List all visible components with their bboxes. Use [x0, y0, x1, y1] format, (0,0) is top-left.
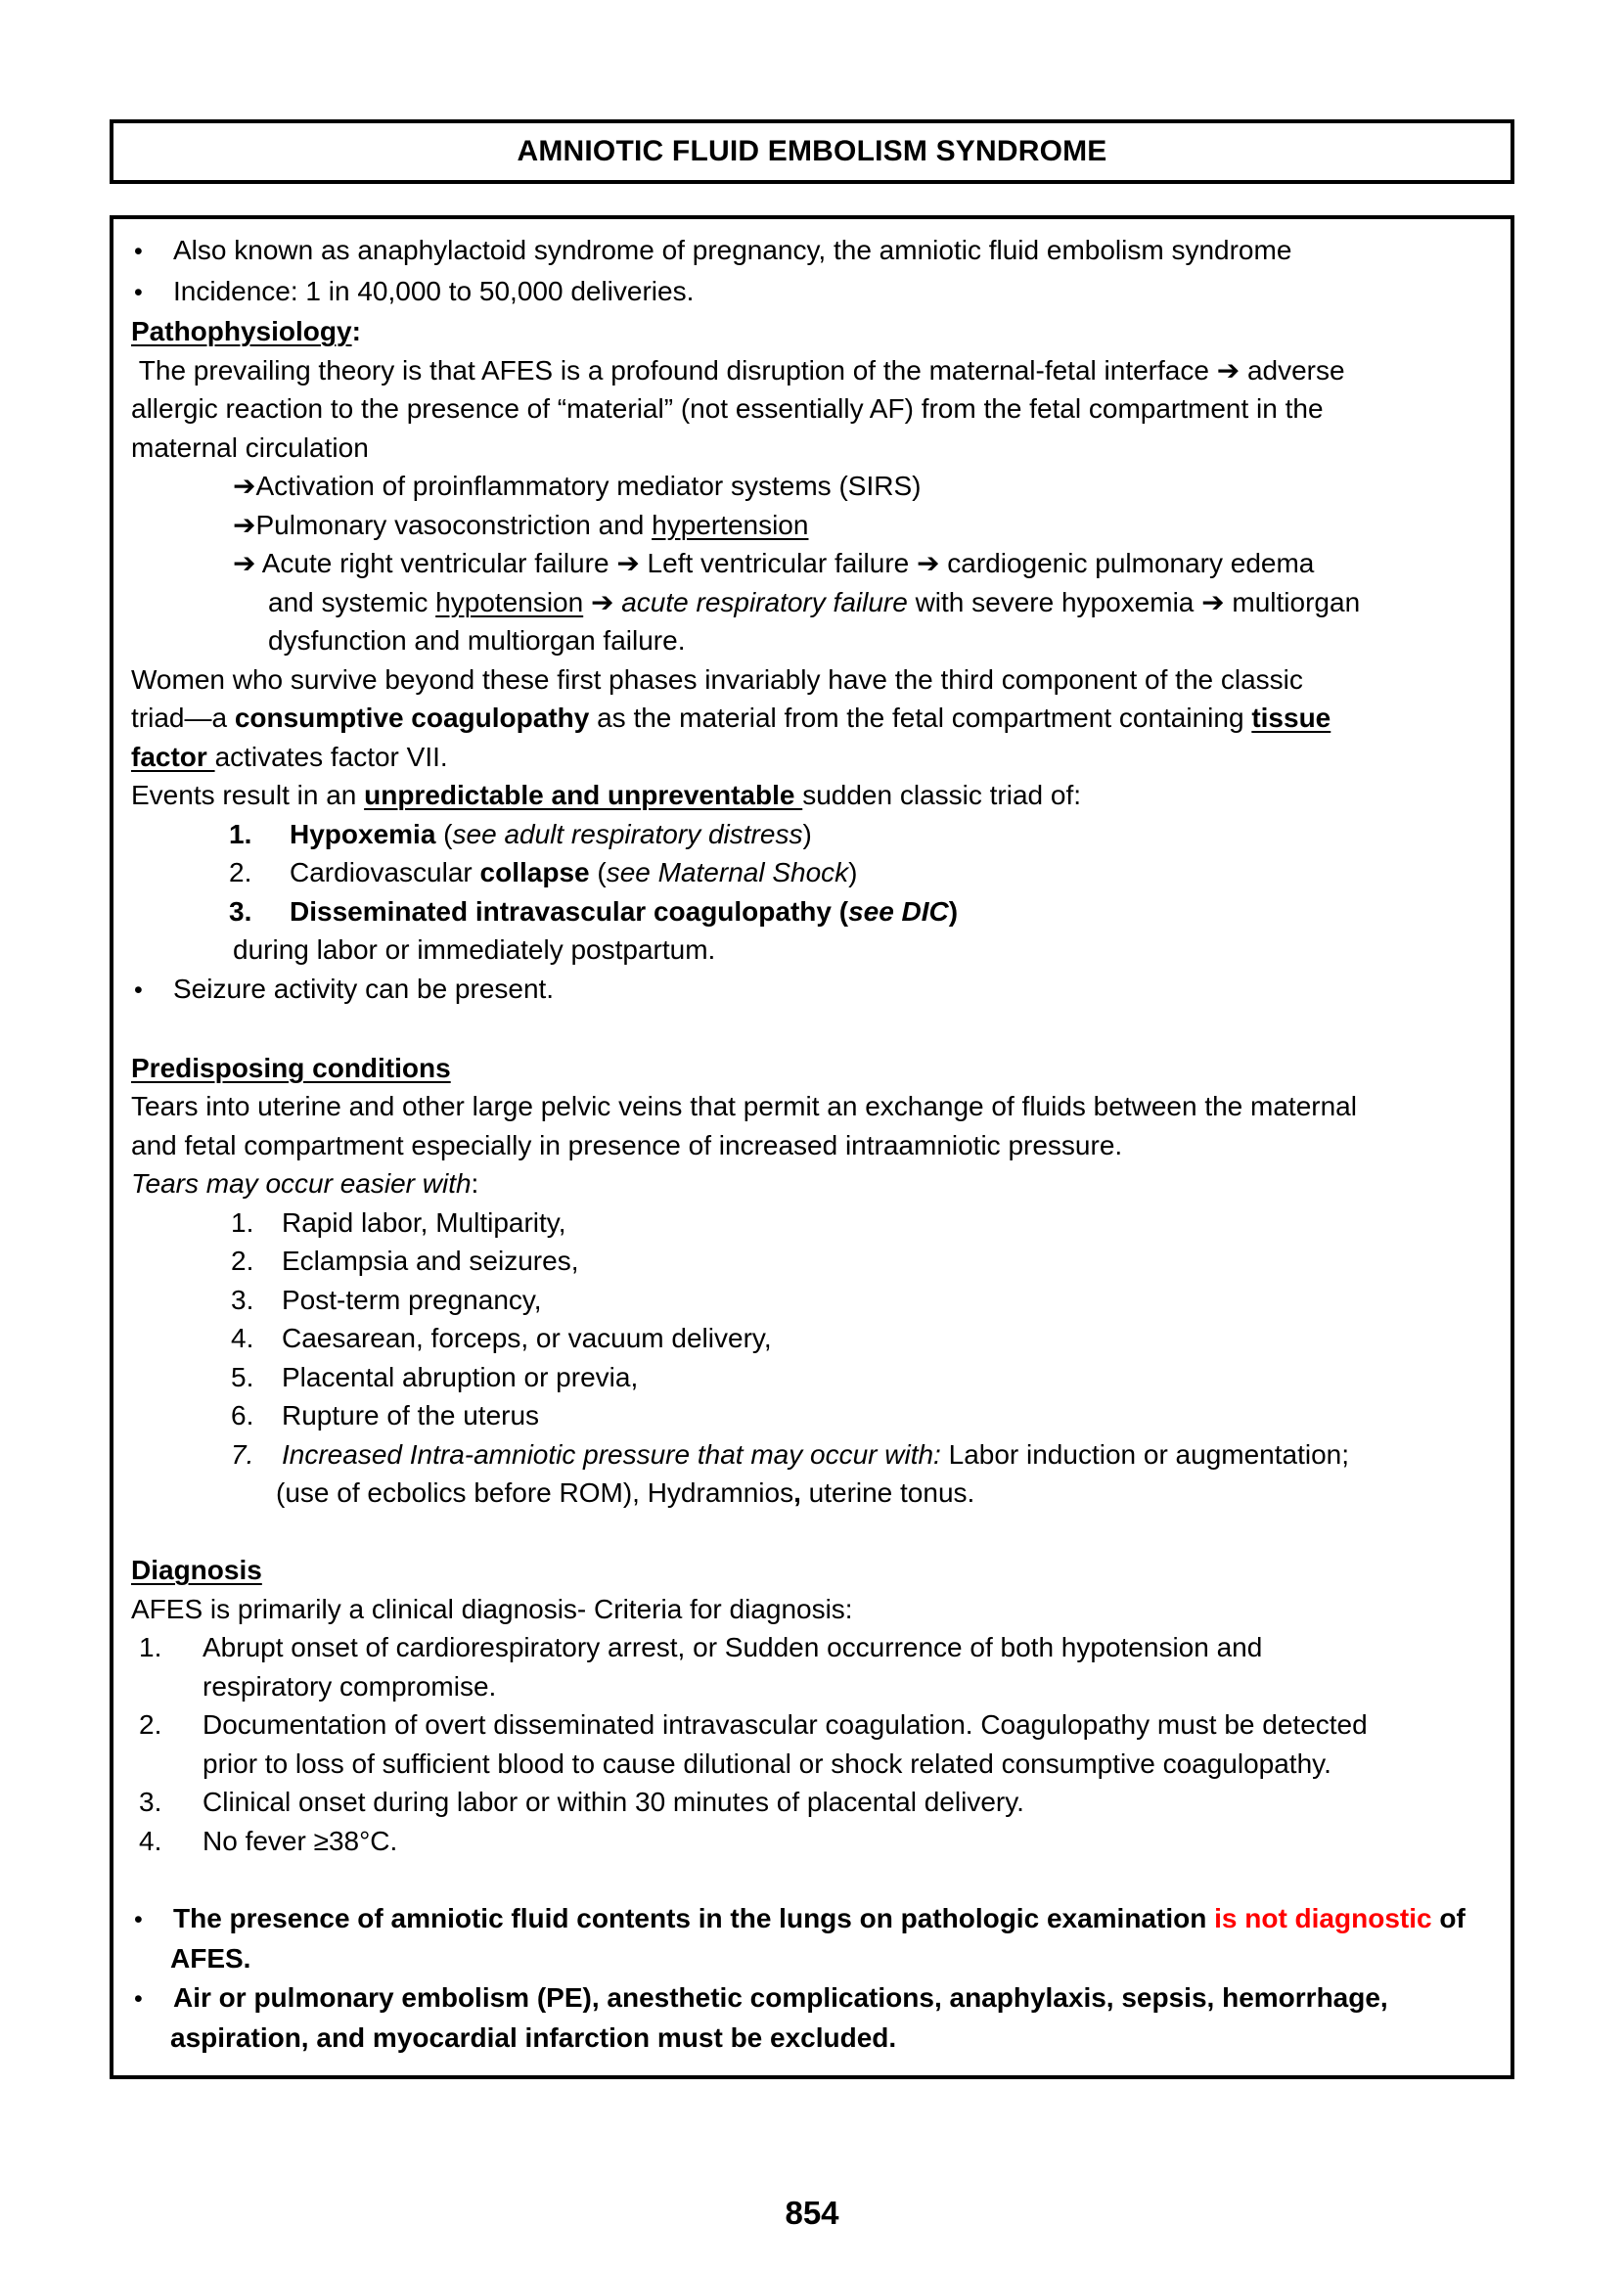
list-marker: 7. [231, 1438, 254, 1470]
bullet-icon: • [134, 1905, 143, 1933]
text-content: Tears into uterine and other large pelvic veins that permit an exchange of fluids between the maternal [131, 1091, 1357, 1121]
text-line [131, 1899, 1493, 1940]
section-heading [131, 1551, 1493, 1590]
text-content: Eclampsia and seizures, [282, 1246, 579, 1276]
text-line [170, 2019, 1493, 2058]
text-content: factor activates factor VII. [131, 741, 448, 772]
text-line [131, 776, 1493, 815]
arrow-icon: ➔ [233, 547, 256, 579]
text-content: The prevailing theory is that AFES is a profound disruption of the maternal-fetal interface ➔ adverse [131, 353, 1345, 386]
text-line [139, 1628, 1493, 1667]
text-content: Placental abruption or previa, [282, 1361, 639, 1392]
text-content: Women who survive beyond these first phases invariably have the third component of the classic [131, 663, 1303, 695]
text-line [231, 1396, 1493, 1435]
arrow-icon: ➔ [233, 508, 256, 541]
text-content: Post-term pregnancy, [282, 1284, 542, 1315]
text-line [131, 1164, 1493, 1203]
text-content: AFES is primarily a clinical diagnosis- Criteria for diagnosis: [131, 1593, 853, 1624]
list-marker: 4. [139, 1825, 162, 1856]
text-line [131, 738, 1493, 777]
list-marker: 1. [139, 1632, 162, 1662]
text-content: respiratory compromise. [203, 1670, 497, 1702]
text-line [231, 1435, 1493, 1475]
list-marker: 1. [231, 1206, 254, 1238]
list-marker: 2. [229, 857, 252, 887]
text-content: aspiration, and myocardial infarction must be excluded. [170, 2022, 897, 2053]
text-line [229, 853, 1493, 892]
arrow-icon: ➔ [1216, 353, 1241, 386]
text-line [233, 931, 1493, 970]
text-line [231, 1242, 1493, 1281]
text-line [170, 1939, 1493, 1978]
section-heading [131, 312, 1493, 351]
text-line [231, 1319, 1493, 1358]
text-content: Clinical onset during labor or within 30 minutes of placental delivery. [203, 1787, 1024, 1817]
text-line [131, 231, 1493, 272]
text-line [203, 1745, 1493, 1784]
text-content: ➔Activation of proinflammatory mediator systems (SIRS) [233, 470, 922, 502]
text-line [231, 1358, 1493, 1397]
text-content: Diagnosis [131, 1555, 262, 1585]
text-line [229, 815, 1493, 854]
text-content: No fever ≥38°C. [203, 1825, 398, 1856]
title-box [110, 119, 1514, 184]
text-line [139, 1783, 1493, 1822]
text-line [131, 970, 1493, 1011]
text-content: prior to loss of sufficient blood to cause dilutional or shock related consumptive coagulopathy. [203, 1748, 1331, 1779]
text-content: Seizure activity can be present. [173, 973, 555, 1004]
text-content: Disseminated intravascular coagulopathy (see DIC) [290, 895, 959, 927]
text-content: allergic reaction to the presence of “material” (not essentially AF) from the fetal compartment in the [131, 393, 1324, 424]
text-content: triad—a consumptive coagulopathy as the material from the fetal compartment containing tissue [131, 703, 1331, 733]
text-content: and fetal compartment especially in presence of increased intraamniotic pressure. [131, 1129, 1123, 1160]
section-heading [131, 1049, 1493, 1088]
blank-line [131, 1513, 1493, 1552]
content-box [110, 215, 1514, 2079]
list-marker: 3. [231, 1284, 254, 1315]
text-line [131, 660, 1493, 700]
text-content: Events result in an unpredictable and unpreventable sudden classic triad of: [131, 780, 1082, 810]
text-line [276, 1474, 1493, 1513]
text-content: ➔ Acute right ventricular failure ➔ Left ventricular failure ➔ cardiogenic pulmonary edema [233, 547, 1315, 579]
text-line [231, 1203, 1493, 1243]
list-marker: 5. [231, 1361, 254, 1392]
text-content: Cardiovascular collapse (see Maternal Shock) [290, 857, 858, 887]
text-line [131, 1087, 1493, 1126]
text-content: Abrupt onset of cardiorespiratory arrest, or Sudden occurrence of both hypotension and [203, 1632, 1263, 1662]
list-marker: 6. [231, 1400, 254, 1430]
list-marker: 2. [139, 1709, 162, 1740]
text-line [268, 583, 1493, 622]
page-number: 854 [785, 2195, 839, 2231]
text-line [229, 892, 1493, 931]
arrow-icon: ➔ [233, 470, 256, 502]
text-content: AFES. [170, 1943, 251, 1974]
text-line [131, 1126, 1493, 1165]
text-content: (use of ecbolics before ROM), Hydramnios, uterine tonus. [276, 1477, 975, 1508]
text-content: during labor or immediately postpartum. [233, 934, 716, 965]
text-content: Hypoxemia (see adult respiratory distress) [290, 818, 812, 849]
arrow-icon: ➔ [1201, 585, 1225, 618]
text-content: dysfunction and multiorgan failure. [268, 625, 686, 656]
list-marker: 4. [231, 1323, 254, 1353]
text-content: Incidence: 1 in 40,000 to 50,000 deliveries. [173, 275, 695, 306]
list-marker: 2. [231, 1246, 254, 1276]
blank-line [131, 1860, 1493, 1899]
list-marker: 1. [229, 818, 252, 849]
text-content: Documentation of overt disseminated intravascular coagulation. Coagulopathy must be detected [203, 1709, 1368, 1740]
text-line [131, 1978, 1493, 2020]
text-content: Predisposing conditions [131, 1052, 451, 1083]
text-line [139, 1822, 1493, 1861]
page-title: AMNIOTIC FLUID EMBOLISM SYNDROME [517, 135, 1107, 167]
bullet-icon: • [134, 278, 143, 306]
text-line [231, 1281, 1493, 1320]
bullet-icon: • [134, 1984, 143, 2013]
arrow-icon: ➔ [917, 547, 940, 579]
text-content: Caesarean, forceps, or vacuum delivery, [282, 1323, 772, 1353]
text-line [233, 467, 1493, 506]
text-content: Air or pulmonary embolism (PE), anesthetic complications, anaphylaxis, sepsis, hemorrhage, [173, 1981, 1388, 2013]
text-content: Increased Intra-amniotic pressure that may occur with: Labor induction or augmentation; [282, 1438, 1350, 1470]
list-marker: 3. [139, 1787, 162, 1817]
text-content: Rapid labor, Multiparity, [282, 1206, 566, 1238]
text-line [131, 429, 1493, 468]
blank-line [131, 1010, 1493, 1049]
text-content: Tears may occur easier with: [131, 1168, 479, 1199]
text-line [139, 1705, 1493, 1745]
text-content: Pathophysiology: [131, 316, 361, 346]
arrow-icon: ➔ [616, 547, 640, 579]
text-content: and systemic hypotension ➔ acute respiratory failure with severe hypoxemia ➔ multiorgan [268, 585, 1361, 618]
text-line [233, 506, 1493, 545]
text-content: Also known as anaphylactoid syndrome of pregnancy, the amniotic fluid embolism syndrome [173, 235, 1292, 265]
text-line [233, 544, 1493, 583]
bullet-icon: • [134, 976, 143, 1004]
text-line [131, 272, 1493, 313]
text-content: maternal circulation [131, 431, 369, 463]
bullet-icon: • [134, 238, 143, 265]
text-line [131, 699, 1493, 738]
text-content: Rupture of the uterus [282, 1400, 540, 1430]
text-line [131, 389, 1493, 429]
text-line [203, 1667, 1493, 1706]
text-content: The presence of amniotic fluid contents in the lungs on pathologic examination is not diagnostic of [173, 1902, 1466, 1933]
text-content: ➔Pulmonary vasoconstriction and hypertension [233, 508, 809, 541]
list-marker: 3. [229, 895, 252, 927]
text-line [268, 621, 1493, 660]
text-line [131, 1590, 1493, 1629]
text-line [131, 351, 1493, 390]
arrow-icon: ➔ [590, 585, 614, 618]
